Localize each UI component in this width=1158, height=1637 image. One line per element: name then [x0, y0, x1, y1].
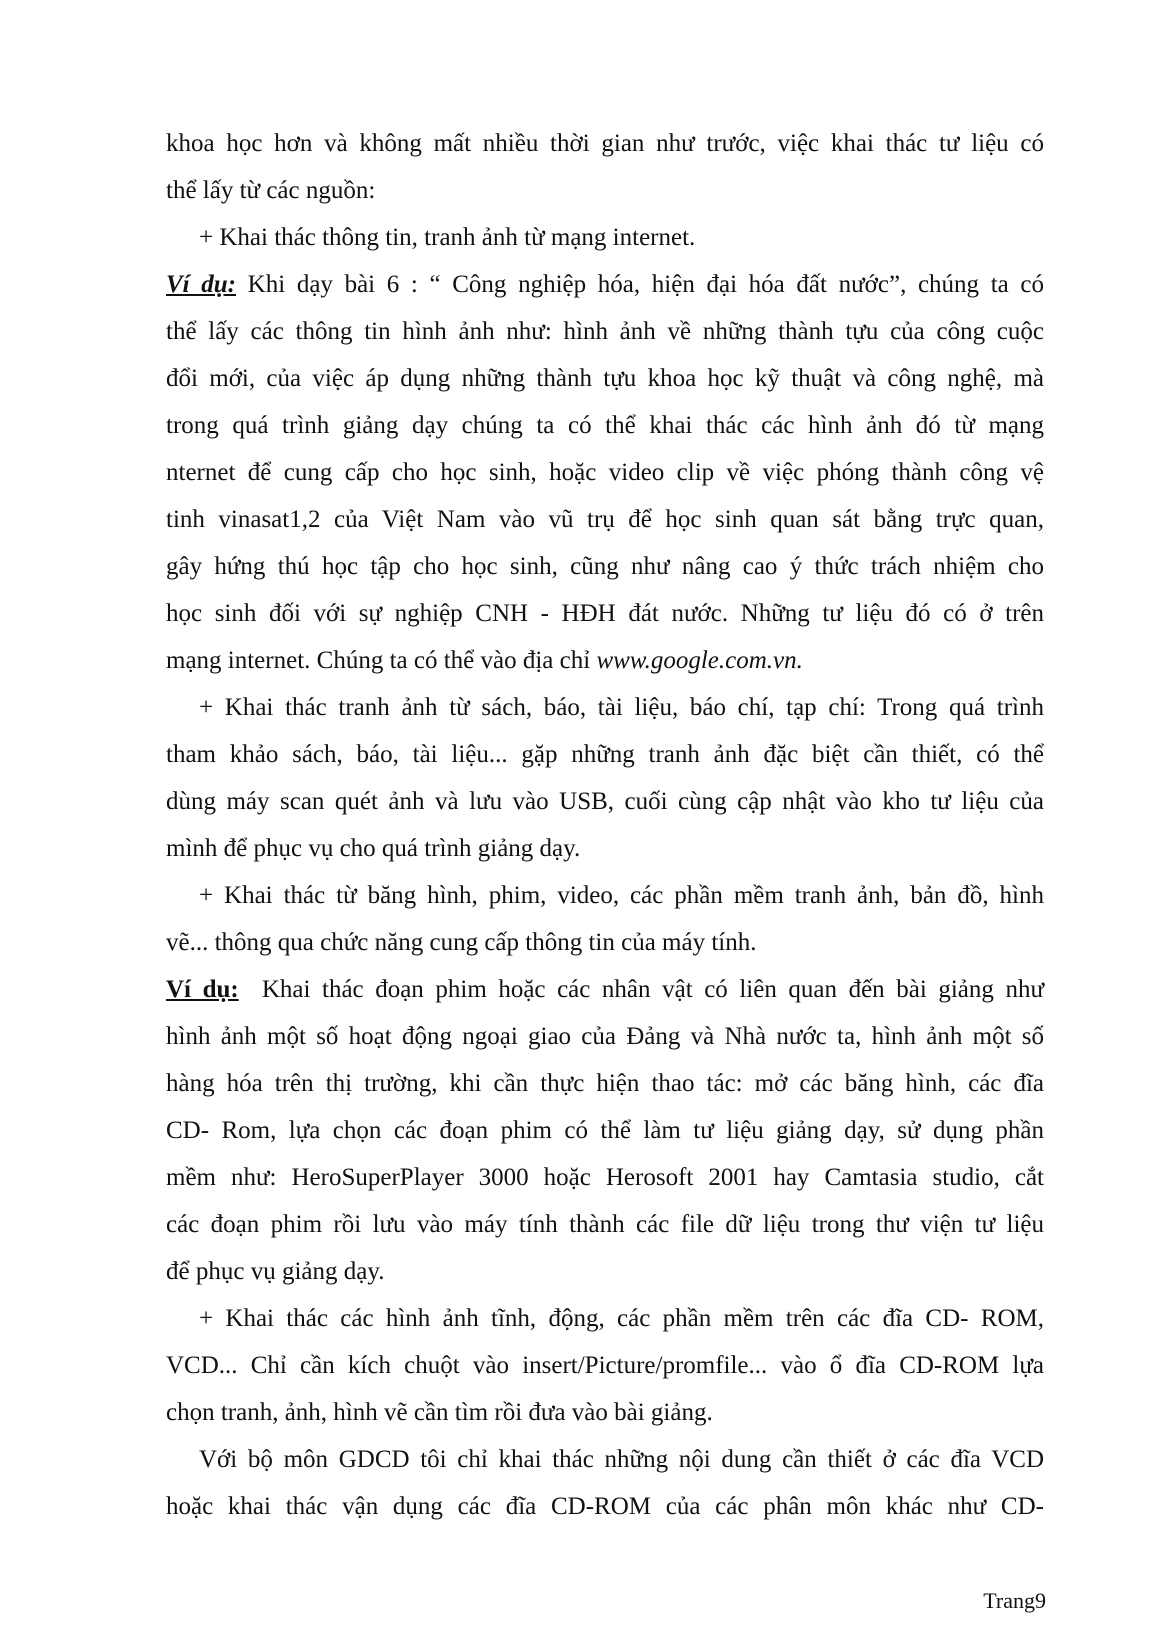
- text-line: hình ảnh một số hoạt động ngoại giao của Đảng và Nhà nước ta, hình ảnh một số: [166, 1023, 1044, 1050]
- text-line: mình để phục vụ cho quá trình giảng dạy.: [166, 835, 581, 862]
- text-line: dùng máy scan quét ảnh và lưu vào USB, cuối cùng cập nhật vào kho tư liệu của: [166, 788, 1044, 815]
- text-line: Với bộ môn GDCD tôi chỉ khai thác những nội dung cần thiết ở các đĩa VCD: [199, 1446, 1044, 1473]
- text-line: khoa học hơn và không mất nhiều thời gian như trước, việc khai thác tư liệu có: [166, 130, 1044, 157]
- text-line: + Khai thác các hình ảnh tĩnh, động, các phần mềm trên các đĩa CD- ROM,: [199, 1305, 1044, 1332]
- example-label: Ví dụ:: [166, 271, 237, 298]
- text-line: CD- Rom, lựa chọn các đoạn phim có thể làm tư liệu giảng dạy, sử dụng phần: [166, 1117, 1044, 1144]
- text-line: + Khai thác tranh ảnh từ sách, báo, tài liệu, báo chí, tạp chí: Trong quá trình: [199, 694, 1044, 721]
- text-line: mềm như: HeroSuperPlayer 3000 hoặc Herosoft 2001 hay Camtasia studio, cắt: [166, 1164, 1044, 1191]
- text-line: VCD... Chỉ cần kích chuột vào insert/Picture/promfile... vào ổ đĩa CD-ROM lựa: [166, 1352, 1044, 1379]
- text-line: tham khảo sách, báo, tài liệu... gặp những tranh ảnh đặc biệt cần thiết, có thể: [166, 741, 1044, 768]
- text-line: [166, 966, 1044, 1013]
- text-line: để phục vụ giảng dạy.: [166, 1258, 385, 1285]
- text-line: [166, 637, 1044, 684]
- text-line: [166, 261, 1044, 308]
- text-line: hàng hóa trên thị trường, khi cần thực hiện thao tác: mở các băng hình, các đĩa: [166, 1070, 1044, 1097]
- text-line: thể lấy các thông tin hình ảnh như: hình ảnh về những thành tựu của công cuộc: [166, 318, 1044, 345]
- text-line: + Khai thác thông tin, tranh ảnh từ mạng internet.: [199, 224, 696, 251]
- text-line: trong quá trình giảng dạy chúng ta có thể khai thác các hình ảnh đó từ mạng: [166, 412, 1044, 439]
- text-line: hoặc khai thác vận dụng các đĩa CD-ROM của các phân môn khác như CD-: [166, 1493, 1044, 1520]
- text-line: gây hứng thú học tập cho học sinh, cũng như nâng cao ý thức trách nhiệm cho: [166, 553, 1044, 580]
- url-link[interactable]: www.google.com.vn.: [596, 647, 803, 674]
- text-line-content: Khai thác đoạn phim hoặc các nhân vật có liên quan đến bài giảng như: [261, 976, 1044, 1003]
- text-line: vẽ... thông qua chức năng cung cấp thông tin của máy tính.: [166, 929, 757, 956]
- page-number: Trang9: [983, 1588, 1046, 1613]
- text-line: các đoạn phim rồi lưu vào máy tính thành các file dữ liệu trong thư viện tư liệu: [166, 1211, 1044, 1238]
- text-line: chọn tranh, ảnh, hình vẽ cần tìm rồi đưa vào bài giảng.: [166, 1399, 713, 1426]
- example-label: Ví dụ:: [166, 976, 239, 1003]
- text-line: + Khai thác từ băng hình, phim, video, các phần mềm tranh ảnh, bản đồ, hình: [199, 882, 1044, 909]
- text-line: thể lấy từ các nguồn:: [166, 177, 376, 204]
- text-line: nternet để cung cấp cho học sinh, hoặc video clip về việc phóng thành công vệ: [166, 459, 1044, 486]
- text-line: đổi mới, của việc áp dụng những thành tựu khoa học kỹ thuật và công nghệ, mà: [166, 365, 1044, 392]
- document-body: [166, 120, 1044, 1530]
- text-line-content: Khi dạy bài 6 : “ Công nghiệp hóa, hiện đại hóa đất nước”, chúng ta có: [247, 271, 1045, 298]
- text-line: tinh vinasat1,2 của Việt Nam vào vũ trụ để học sinh quan sát bằng trực quan,: [166, 506, 1044, 533]
- text-line: học sinh đối với sự nghiệp CNH - HĐH đát nước. Những tư liệu đó có ở trên: [166, 600, 1044, 627]
- text-line-content: mạng internet. Chúng ta có thể vào địa chỉ: [166, 647, 597, 674]
